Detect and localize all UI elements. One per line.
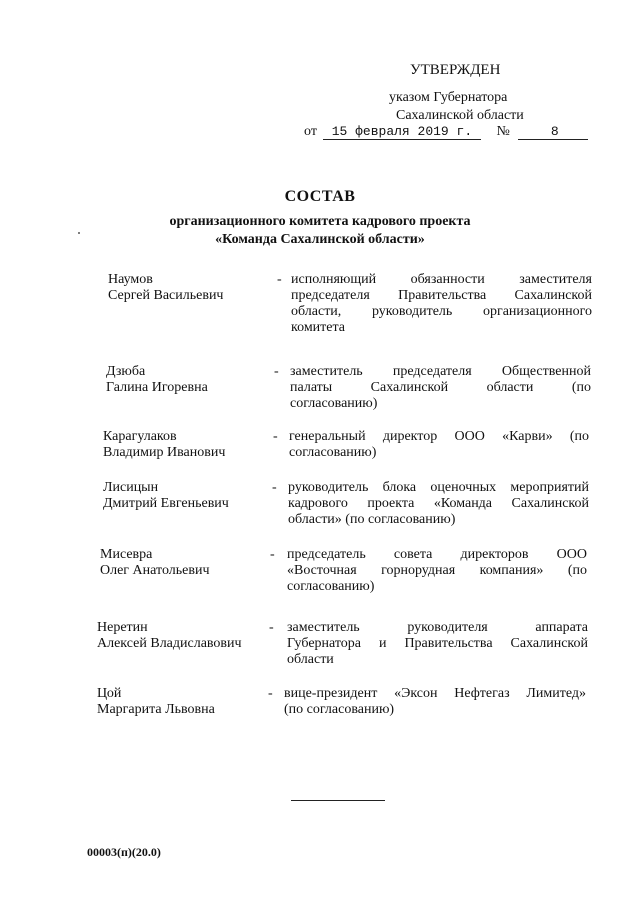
- member-surname: Лисицын: [103, 480, 159, 495]
- member-role-line: председателя Правительства Сахалинской: [291, 288, 592, 303]
- member-role: [289, 429, 589, 461]
- member-role-line: согласованию): [289, 445, 377, 460]
- member-dash: -: [273, 429, 278, 444]
- member-name: [103, 429, 225, 461]
- member-surname: Карагулаков: [103, 429, 177, 444]
- member-role-line: председатель совета директоров ООО: [287, 547, 587, 562]
- member-given-names: Владимир Иванович: [103, 445, 226, 460]
- member-given-names: Олег Анатольевич: [100, 563, 210, 578]
- member-role-line: исполняющий обязанности заместителя: [291, 272, 592, 287]
- member-role: [287, 620, 588, 668]
- date-value: 15 февраля 2019 г.: [323, 124, 481, 140]
- scan-speck: [78, 232, 80, 234]
- member-role-line: кадрового проекта «Команда Сахалинской: [288, 496, 589, 511]
- number-prefix: №: [496, 124, 510, 139]
- member-surname: Дзюба: [106, 364, 146, 379]
- approval-title: УТВЕРЖДЕН: [410, 62, 501, 78]
- separator-line: [291, 800, 385, 801]
- member-surname: Мисевра: [100, 547, 153, 562]
- member-role: [288, 480, 589, 528]
- member-dash: -: [272, 480, 277, 495]
- member-role-line: заместитель председателя Общественной: [290, 364, 591, 379]
- member-role-line: «Восточная горнорудная компания» (по: [287, 563, 587, 578]
- date-prefix: от: [304, 124, 317, 139]
- member-dash: -: [269, 620, 274, 635]
- member-surname: Наумов: [108, 272, 153, 287]
- member-name: [106, 364, 208, 396]
- number-value: 8: [518, 124, 588, 140]
- member-name: [103, 480, 229, 512]
- approval-line-2: Сахалинской области: [396, 108, 524, 123]
- member-role: [291, 272, 592, 336]
- member-given-names: Маргарита Львовна: [97, 702, 215, 717]
- member-role-line: (по согласованию): [284, 702, 395, 717]
- member-role-line: заместитель руководителя аппарата: [287, 620, 588, 635]
- member-surname: Неретин: [97, 620, 148, 635]
- document-subtitle-1: организационного комитета кадрового проекта: [169, 214, 471, 229]
- footer-code: 00003(п)(20.0): [87, 845, 161, 859]
- member-role: [290, 364, 591, 412]
- member-dash: -: [268, 686, 273, 701]
- member-surname: Цой: [97, 686, 122, 701]
- member-role-line: комитета: [291, 320, 346, 335]
- document-subtitle-2: «Команда Сахалинской области»: [215, 232, 425, 247]
- member-given-names: Сергей Васильевич: [108, 288, 224, 303]
- document-title: СОСТАВ: [284, 188, 356, 205]
- member-name: [108, 272, 223, 304]
- member-dash: -: [277, 272, 282, 287]
- member-dash: -: [270, 547, 275, 562]
- member-role-line: Губернатора и Правительства Сахалинской: [287, 636, 588, 651]
- member-given-names: Дмитрий Евгеньевич: [103, 496, 229, 511]
- member-name: [100, 547, 209, 579]
- member-role-line: согласованию): [290, 396, 378, 411]
- approval-date-row: [304, 124, 588, 140]
- member-role-line: области» (по согласованию): [288, 512, 456, 527]
- member-role-line: генеральный директор ООО «Карви» (по: [289, 429, 589, 444]
- approval-line-1: указом Губернатора: [389, 90, 508, 105]
- member-role-line: согласованию): [287, 579, 375, 594]
- member-dash: -: [274, 364, 279, 379]
- member-role-line: вице-президент «Эксон Нефтегаз Лимитед»: [284, 686, 586, 701]
- member-given-names: Галина Игоревна: [106, 380, 208, 395]
- member-name: [97, 686, 215, 718]
- member-given-names: Алексей Владиславович: [97, 636, 242, 651]
- member-role: [284, 686, 586, 718]
- member-role-line: области: [287, 652, 334, 667]
- member-role-line: палаты Сахалинской области (по: [290, 380, 591, 395]
- member-role: [287, 547, 587, 595]
- member-role-line: руководитель блока оценочных мероприятий: [288, 480, 589, 495]
- member-name: [97, 620, 242, 652]
- member-role-line: области, руководитель организационного: [291, 304, 592, 319]
